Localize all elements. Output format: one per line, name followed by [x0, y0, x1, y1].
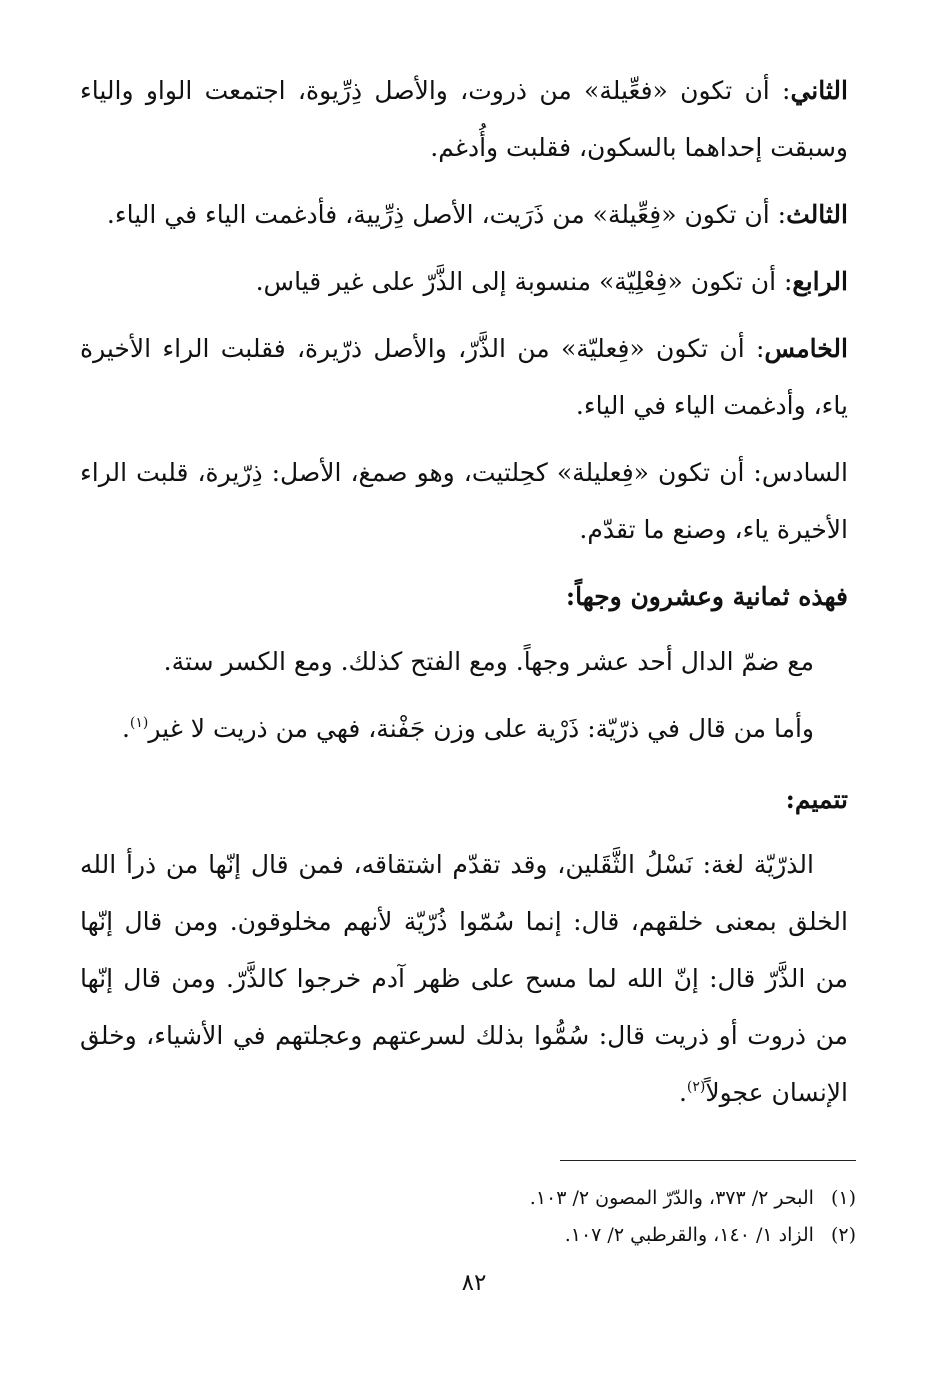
- footnote-divider: [560, 1160, 856, 1161]
- note-line-text: وأما من قال في ذرّيّة: ذَرْية على وزن جَفْنة، فهي من ذريت لا غير: [148, 714, 814, 743]
- paragraph-text: : أن تكون «فِعليلة» كحِلتيت، وهو صمغ، الأصل: ذِرّيرة، قلبت الراء الأخيرة ياء، وصنع ما تقدّم.: [80, 458, 848, 544]
- footnote-number: (١): [830, 1187, 856, 1209]
- paragraph-label: الثاني: [790, 76, 848, 105]
- footnote-item: [80, 1217, 856, 1254]
- paragraph-fourth: [80, 253, 848, 310]
- paragraph-text: : أن تكون «فِعْلِيّة» منسوبة إلى الذَّرّ على غير قياس.: [255, 267, 793, 296]
- completion-end: .: [678, 1078, 687, 1107]
- paragraph-text: : أن تكون «فِعِّيلة» من ذَرَيت، الأصل ذِرِّيية، فأدغمت الياء في الياء.: [106, 200, 787, 229]
- paragraph-label: الخامس: [764, 334, 848, 363]
- paragraph-sixth: [80, 444, 848, 558]
- footnote-ref-2: (٢): [686, 1079, 706, 1095]
- note-line: [80, 700, 848, 757]
- footnote-text: الزاد ١/ ١٤٠، والقرطبي ٢/ ١٠٧.: [564, 1224, 814, 1246]
- completion-text: الذرّيّة لغة: نَسْلُ الثَّقَلين، وقد تقدّم اشتقاقه، فمن قال إنّها من ذرأ الله الخلق بمعنى خلقهم، قال: إنما سُمّوا ذُرّيّة لأنهم مخلوقون. ومن قال إنّها من الذَّرّ قال: إنّ الله لما مسح على ظهر آدم خرجوا كالذَّرّ. ومن قال إنّها من ذروت أو ذريت قال: سُمُّوا بذلك لسرعتهم وعجلتهم في الأشياء، وخلق الإنسان عجولاً: [80, 850, 848, 1107]
- page-number: ٨٢: [461, 1270, 487, 1296]
- note-line-end: .: [121, 714, 130, 743]
- completion-heading: تتميم:: [785, 785, 848, 814]
- summary-heading: فهذه ثمانية وعشرون وجهاً:: [565, 582, 848, 611]
- paragraph-label: الرابع: [792, 267, 848, 296]
- completion-paragraph: [80, 836, 848, 1121]
- paragraph-label: السادس: [761, 458, 848, 487]
- paragraph-label: الثالث: [786, 200, 848, 229]
- footnote-item: [80, 1180, 856, 1217]
- footnote-number: (٢): [830, 1224, 856, 1246]
- paragraph-second: [80, 62, 848, 176]
- paragraph-third: [80, 186, 848, 243]
- paragraph-text: : أن تكون «فِعليّة» من الذَّرّ، والأصل ذرّيرة، فقلبت الراء الأخيرة ياء، وأدغمت الياء في الياء.: [80, 334, 848, 420]
- footnote-ref-1: (١): [129, 715, 149, 731]
- summary-line: مع ضمّ الدال أحد عشر وجهاً. ومع الفتح كذلك. ومع الكسر ستة.: [163, 647, 814, 676]
- paragraph-fifth: [80, 320, 848, 434]
- footnote-text: البحر ٢/ ٣٧٣، والدّرّ المصون ٢/ ١٠٣.: [529, 1187, 814, 1209]
- paragraph-text: : أن تكون «فعِّيلة» من ذروت، والأصل ذِرِّيوة، اجتمعت الواو والياء وسبقت إحداهما بالسكون، فقلبت وأُدغم.: [80, 76, 848, 162]
- footnotes: [80, 1180, 856, 1254]
- page-body: [80, 62, 848, 1131]
